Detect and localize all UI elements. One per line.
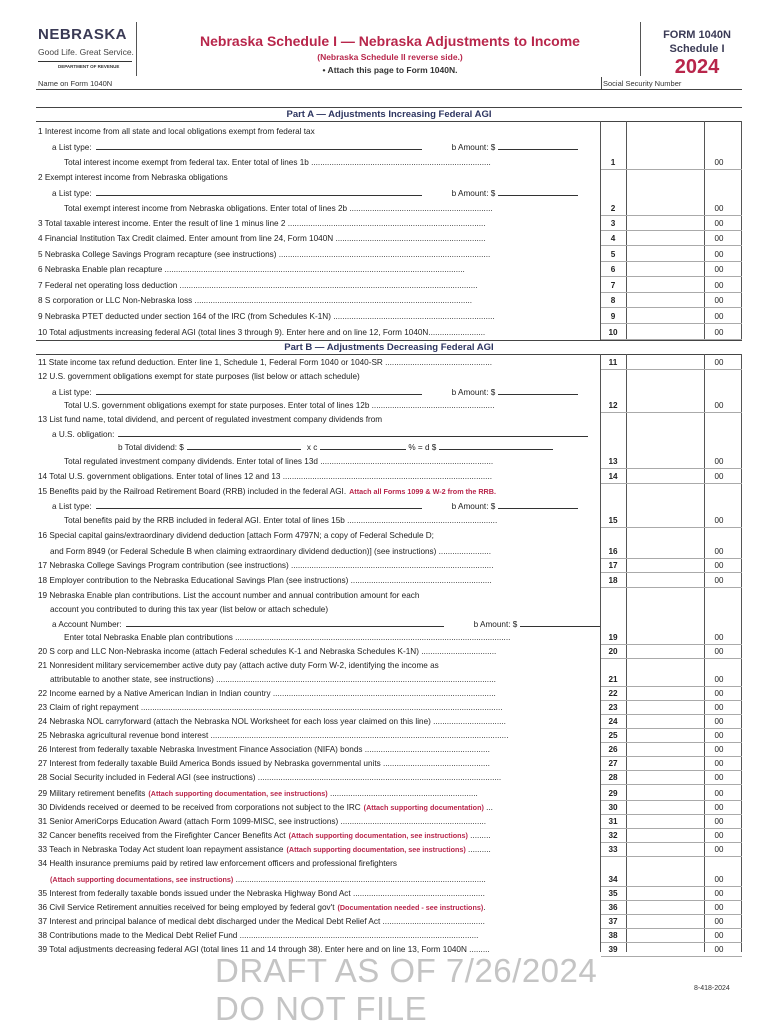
line-number: 23: [608, 703, 618, 712]
schedule-line-30: [38, 590, 596, 601]
line-number: 5: [610, 250, 616, 259]
line-text: Enter total Nebraska Enable plan contributions .........................................................................................................................: [64, 633, 511, 642]
line-number: 13: [608, 457, 618, 466]
schedule-line-43: [38, 772, 596, 783]
schedule-line-4: [38, 187, 610, 199]
line-text: attributable to another state, see instructions) ...........................................................................................................................: [50, 675, 496, 684]
draft-line-2: DO NOT FILE: [215, 990, 428, 1027]
line-number: 38: [608, 931, 618, 940]
schedule-line-16: [38, 386, 610, 398]
schedule-line-13: [38, 327, 596, 338]
line-number: 32: [608, 831, 618, 840]
line-1-amount-field[interactable]: [627, 155, 704, 168]
line-number: 10: [608, 328, 618, 337]
line-text: 38 Contributions made to the Medical Debt Relief Fund .........................................................................................................: [38, 931, 479, 940]
schedule-line-42: [38, 758, 596, 769]
schedule-line-32: [38, 618, 610, 630]
line-number: 35: [608, 889, 618, 898]
line-text: 24 Nebraska NOL carryforward (attach the Nebraska NOL Worksheet for each loss year claimed on this line) ................................: [38, 717, 506, 726]
form-code: 8-418-2024: [694, 985, 730, 992]
line-number: 11: [608, 358, 618, 367]
line-17-amount-field[interactable]: [627, 558, 704, 571]
form-subtitle: (Nebraska Schedule II reverse side.): [317, 52, 463, 62]
line-9-amount-field[interactable]: [627, 309, 704, 322]
line-number: 3: [610, 219, 616, 228]
list-type-field[interactable]: [96, 141, 422, 150]
line-text: 32 Cancer benefits received from the Firefighter Cancer Benefits Act: [38, 831, 286, 840]
leader-dots: .........: [467, 831, 491, 840]
row-divider: [601, 323, 742, 324]
line-text: 9 Nebraska PTET deducted under section 164 of the IRC (from Schedules K-1N) .......................................................................: [38, 312, 495, 321]
line-number: 29: [608, 789, 618, 798]
line-number: 8: [610, 296, 616, 305]
line-text: a List type:: [52, 143, 92, 152]
draft-watermark: [215, 952, 597, 1028]
cents-value: 00: [714, 917, 724, 926]
schedule-line-44: [38, 788, 596, 799]
row-divider: [601, 369, 742, 370]
line-35-amount-field[interactable]: [627, 886, 704, 899]
line-28-amount-field[interactable]: [627, 770, 704, 783]
cents-value: 00: [714, 234, 724, 243]
tax-year: 2024: [674, 56, 720, 78]
attachment-note: (Attach supporting documentation, see instructions): [286, 845, 466, 854]
list-type-field[interactable]: [126, 618, 444, 627]
schedule-line-14: [38, 357, 596, 368]
us-obligation-field[interactable]: [118, 428, 588, 437]
schedule-line-8: [38, 249, 596, 260]
row-divider: [601, 412, 742, 413]
line-text: 13 List fund name, total dividend, and percent of regulated investment company dividends from: [38, 415, 383, 424]
cents-value: 00: [714, 745, 724, 754]
line-26-amount-field[interactable]: [627, 742, 704, 755]
line-18-amount-field[interactable]: [627, 573, 704, 586]
row-divider: [601, 339, 742, 340]
line-30-amount-field[interactable]: [627, 800, 704, 813]
line-number: 14: [608, 472, 618, 481]
line-number: 39: [608, 945, 618, 954]
line-text: Total benefits paid by the RRB included in federal AGI. Enter total of lines 15b ..................................................................: [64, 516, 498, 525]
amount-label: b Amount: $: [451, 388, 496, 397]
schedule-line-6: [38, 218, 596, 229]
amount-label: b Amount: $: [451, 502, 496, 511]
percent-field[interactable]: [320, 441, 406, 450]
amount-field[interactable]: [520, 618, 600, 627]
cents-value: 00: [714, 759, 724, 768]
schedule-line-28: [38, 560, 596, 571]
line-number: 7: [610, 281, 616, 290]
cents-value: 00: [714, 789, 724, 798]
schedule-line-27: [38, 546, 608, 557]
schedule-text: Schedule I: [669, 43, 725, 55]
form-number: [642, 28, 752, 56]
line-text: 34 Health insurance premiums paid by retired law enforcement officers and professional firefighters: [38, 859, 397, 868]
amount-label: b Amount: $: [451, 143, 496, 152]
cents-value: 00: [714, 831, 724, 840]
line-number: 2: [610, 204, 616, 213]
line-8-amount-field[interactable]: [627, 293, 704, 306]
line-text: 20 S corp and LLC Non-Nebraska income (attach Federal schedules K-1 and Nebraska Schedules K-1N) .................................: [38, 647, 497, 656]
line-text: 3 Total taxable interest income. Enter the result of line 1 minus line 2 .......................................................................................: [38, 219, 486, 228]
cents-value: 00: [714, 358, 724, 367]
line-number: 28: [608, 773, 618, 782]
schedule-line-5: [38, 203, 622, 214]
leader-dots: ...: [483, 803, 493, 812]
line-text: 37 Interest and principal balance of medical debt discharged under the Medical Debt Relief Act .............................................: [38, 917, 485, 926]
line-text: a U.S. obligation:: [52, 430, 115, 439]
cents-value: 00: [714, 576, 724, 585]
line-text: 22 Income earned by a Native American Indian in Indian country ..................................................................................................: [38, 689, 496, 698]
list-type-field[interactable]: [96, 500, 422, 509]
cents-value: 00: [714, 204, 724, 213]
name-field[interactable]: [36, 89, 742, 90]
line-text: 31 Senior AmeriCorps Education Award (attach Form 1099-MISC, see instructions) ................................................................: [38, 817, 487, 826]
line-text: 29 Military retirement benefits: [38, 789, 146, 798]
row-divider: [601, 245, 742, 246]
logo-tagline: Good Life. Great Service.: [38, 47, 134, 57]
line-text: 10 Total adjustments increasing federal AGI (total lines 3 through 9). Enter here and on line 12, Form 1040N.........................: [38, 328, 486, 337]
schedule-line-18: [38, 414, 596, 425]
schedule-line-37: [38, 688, 596, 699]
logo-department: DEPARTMENT OF REVENUE: [58, 64, 120, 69]
line-text: b Total dividend: $: [118, 443, 184, 452]
line-text: 25 Nebraska agricultural revenue bond interest ...................................................................................................................................: [38, 731, 509, 740]
leader-dots: ..........: [465, 845, 491, 854]
schedule-line-36: [38, 674, 608, 685]
line-32-amount-field[interactable]: [627, 828, 704, 841]
line-25-amount-field[interactable]: [627, 728, 704, 741]
schedule-line-50: [38, 874, 608, 885]
result-field[interactable]: [439, 441, 553, 450]
line-31-amount-field[interactable]: [627, 814, 704, 827]
cents-value: 00: [714, 312, 724, 321]
line-23-amount-field[interactable]: [627, 700, 704, 713]
cents-column-right-b: [741, 354, 742, 952]
cents-value: 00: [714, 265, 724, 274]
line-text: 28 Social Security included in Federal AGI (see instructions) ...........................................................................................................: [38, 773, 502, 782]
schedule-line-21: [38, 456, 622, 467]
row-divider: [601, 587, 742, 588]
schedule-line-35: [38, 660, 596, 671]
cents-value: 00: [714, 903, 724, 912]
line-number: 9: [610, 312, 616, 321]
schedule-line-47: [38, 830, 596, 841]
cents-value: 00: [714, 717, 724, 726]
line-37-amount-field[interactable]: [627, 914, 704, 927]
schedule-line-19: [38, 428, 610, 440]
line-text: a List type:: [52, 502, 92, 511]
attachment-note: (Attach supporting documentations, see instructions): [50, 875, 234, 884]
cents-value: 00: [714, 547, 724, 556]
line-text: 1 Interest income from all state and local obligations exempt from federal tax: [38, 127, 315, 136]
cents-value: 00: [714, 296, 724, 305]
line-27-amount-field[interactable]: [627, 756, 704, 769]
nebraska-logo: NEBRASKA: [38, 26, 128, 43]
line-number: 6: [610, 265, 616, 274]
line-text: and Form 8949 (or Federal Schedule B when claiming extraordinary dividend deduction)] (see instructions) .......................: [50, 547, 491, 556]
line-number: 33: [608, 845, 618, 854]
cents-value: 00: [714, 773, 724, 782]
line-text: 23 Claim of right repayment ...............................................................................................................................................................: [38, 703, 503, 712]
cents-value: 00: [714, 803, 724, 812]
line-6-amount-field[interactable]: [627, 262, 704, 275]
schedule-line-38: [38, 702, 596, 713]
schedule-line-49: [38, 858, 596, 869]
line-text: 12 U.S. government obligations exempt for state purposes (list below or attach schedule): [38, 372, 360, 381]
schedule-line-3: [38, 172, 596, 183]
line-number: 17: [608, 561, 618, 570]
cents-value: 00: [714, 457, 724, 466]
line-number: 18: [608, 576, 618, 585]
schedule-line-52: [38, 902, 596, 913]
schedule-line-2: [38, 157, 622, 168]
line-number: 31: [608, 817, 618, 826]
line-3-amount-field[interactable]: [627, 216, 704, 229]
line-text: 30 Dividends received or deemed to be received from corporations not subject to the IRC: [38, 803, 361, 812]
name-field-label: Name on Form 1040N: [38, 79, 113, 88]
line-2-amount-field[interactable]: [627, 201, 704, 214]
line-24-amount-field[interactable]: [627, 714, 704, 727]
line-text: 21 Nonresident military servicemember active duty pay (attach active duty Form W-2, identifying the income as: [38, 661, 439, 670]
schedule-line-23: [38, 486, 596, 497]
cents-value: 00: [714, 845, 724, 854]
leader-dots: ..............................................................................................................: [233, 875, 486, 884]
cents-value: 00: [714, 561, 724, 570]
row-divider: [601, 307, 742, 308]
schedule-line-9: [38, 264, 596, 275]
line-text: 27 Interest from federally taxable Build America Bonds issued by Nebraska governmental units ...............................................: [38, 759, 490, 768]
schedule-line-33: [38, 632, 622, 643]
cents-value: 00: [714, 675, 724, 684]
line-number: 37: [608, 917, 618, 926]
schedule-line-15: [38, 371, 596, 382]
line-text: 36 Civil Service Retirement annuities received for being employed by federal gov't: [38, 903, 335, 912]
line-text: a List type:: [52, 189, 92, 198]
line-36-amount-field[interactable]: [627, 900, 704, 913]
row-divider: [601, 956, 742, 957]
attach-note: • Attach this page to Form 1040N.: [322, 65, 458, 75]
line-10-amount-field[interactable]: [627, 325, 704, 338]
schedule-line-41: [38, 744, 596, 755]
line-text: 8 S corporation or LLC Non-Nebraska loss ..........................................................................................................................: [38, 296, 473, 305]
schedule-line-29: [38, 575, 596, 586]
attachment-note: (Attach supporting documentation, see instructions): [148, 789, 328, 798]
cents-value: 00: [714, 689, 724, 698]
cents-value: 00: [714, 889, 724, 898]
line-22-amount-field[interactable]: [627, 686, 704, 699]
header-divider-right: [640, 22, 641, 76]
cents-value: 00: [714, 516, 724, 525]
leader-dots: .................................................................: [327, 789, 478, 798]
schedule-line-53: [38, 916, 596, 927]
list-type-field[interactable]: [96, 187, 422, 196]
schedule-line-1: [38, 141, 610, 153]
line-text: 11 State income tax refund deduction. Enter line 1, Schedule 1, Federal Form 1040 or 1040-SR ...............................................: [38, 358, 493, 367]
line-number: 1: [610, 158, 616, 167]
line-text: 7 Federal net operating loss deduction ...................................................................................................................................: [38, 281, 478, 290]
line-33-amount-field[interactable]: [627, 842, 704, 855]
cents-value: 00: [714, 817, 724, 826]
line-text: 2 Exempt interest income from Nebraska obligations: [38, 173, 228, 182]
row-divider: [601, 483, 742, 484]
row-divider: [601, 527, 742, 528]
cents-value: 00: [714, 281, 724, 290]
attachment-note: (Attach supporting documentation, see instructions): [288, 831, 468, 840]
line-text: Total interest income exempt from federal tax. Enter total of lines 1b ...............................................................................: [64, 158, 491, 167]
line-number: 16: [608, 547, 618, 556]
line-text: account you contributed to during this tax year (list below or attach schedule): [50, 605, 329, 614]
cents-value: 00: [714, 472, 724, 481]
row-divider: [601, 658, 742, 659]
line-text: 5 Nebraska College Savings Program recapture (see instructions) .............................................................................................: [38, 250, 491, 259]
line-13-amount-field[interactable]: [627, 454, 704, 467]
line-20-amount-field[interactable]: [627, 644, 704, 657]
line-39-amount-field[interactable]: [627, 942, 704, 955]
cents-value: 00: [714, 250, 724, 259]
cents-value: 00: [714, 875, 724, 884]
schedule-line-26: [38, 530, 596, 541]
line-14-amount-field[interactable]: [627, 469, 704, 482]
cents-value: 00: [714, 703, 724, 712]
line-text: Total regulated investment company dividends. Enter total of lines 13d ............................................................................: [64, 457, 494, 466]
line-number: 20: [608, 647, 618, 656]
row-divider: [601, 784, 742, 785]
schedule-line-45: [38, 802, 596, 813]
form-number-text: FORM 1040N: [663, 29, 731, 41]
line-number: 4: [610, 234, 616, 243]
line-number: 22: [608, 689, 618, 698]
line-29-amount-field[interactable]: [627, 786, 704, 799]
line-11-amount-field[interactable]: [627, 355, 704, 368]
cents-value: 00: [714, 931, 724, 940]
line-number: 19: [608, 633, 618, 642]
cents-value: 00: [714, 647, 724, 656]
schedule-line-20: [38, 441, 676, 453]
cents-value: 00: [714, 945, 724, 954]
cents-value: 00: [714, 401, 724, 410]
schedule-line-12: [38, 311, 596, 322]
ssn-field-label: Social Security Number: [603, 79, 682, 88]
schedule-line-40: [38, 730, 596, 741]
percent-label: x c: [306, 443, 318, 452]
line-text: 33 Teach in Nebraska Today Act student loan repayment assistance: [38, 845, 284, 854]
schedule-line-10: [38, 280, 596, 291]
line-text: Total U.S. government obligations exempt for state purposes. Enter total of lines 12b ......................................................: [64, 401, 495, 410]
line-text: a Account Number:: [52, 620, 122, 629]
schedule-line-51: [38, 888, 596, 899]
amount-label: b Amount: $: [451, 189, 496, 198]
line-16-amount-field[interactable]: [627, 544, 704, 557]
line-text: 16 Special capital gains/extraordinary dividend deduction [attach Form 4797N; a copy of Federal Schedule D;: [38, 531, 434, 540]
attachment-note: (Attach supporting documentation): [363, 803, 484, 812]
schedule-line-39: [38, 716, 596, 727]
line-19-amount-field[interactable]: [627, 630, 704, 643]
line-number: 25: [608, 731, 618, 740]
amount-field[interactable]: [498, 500, 578, 509]
schedule-line-34: [38, 646, 596, 657]
schedule-line-11: [38, 295, 596, 306]
total-dividend-field[interactable]: [187, 441, 301, 450]
line-text: Total exempt interest income from Nebraska obligations. Enter total of lines 2b ...............................................................: [64, 204, 493, 213]
line-4-amount-field[interactable]: [627, 231, 704, 244]
schedule-line-31: [38, 604, 608, 615]
line-number: 30: [608, 803, 618, 812]
attachment-note: Attach all Forms 1099 & W-2 from the RRB.: [349, 487, 496, 496]
line-21-amount-field[interactable]: [627, 672, 704, 685]
cents-value: 00: [714, 328, 724, 337]
schedule-line-7: [38, 233, 596, 244]
line-7-amount-field[interactable]: [627, 278, 704, 291]
amount-field[interactable]: [498, 386, 578, 395]
line-text: 15 Benefits paid by the Railroad Retirement Board (RRB) included in the federal AGI.: [38, 487, 347, 496]
line-number: 34: [608, 875, 618, 884]
part-a-header: Part A — Adjustments Increasing Federal AGI: [36, 107, 742, 122]
line-number: 27: [608, 759, 618, 768]
cents-value: 00: [714, 219, 724, 228]
leader-dots: .: [483, 903, 486, 912]
amount-label: b Amount: $: [473, 620, 518, 629]
line-number: 12: [608, 401, 618, 410]
logo-divider: [38, 61, 132, 62]
attachment-note: (Documentation needed - see instructions): [337, 903, 484, 912]
schedule-line-48: [38, 844, 596, 855]
line-number: 26: [608, 745, 618, 754]
cents-value: 00: [714, 731, 724, 740]
schedule-line-25: [38, 515, 622, 526]
line-text: 17 Nebraska College Savings Program contribution (see instructions) .........................................................................................: [38, 561, 494, 570]
part-b-header: Part B — Adjustments Decreasing Federal AGI: [36, 340, 742, 355]
line-12-amount-field[interactable]: [627, 398, 704, 411]
line-text: 35 Interest from federally taxable bonds issued under the Nebraska Highway Bond Act ..........................................................: [38, 889, 485, 898]
line-text: a List type:: [52, 388, 92, 397]
line-text: 19 Nebraska Enable plan contributions. List the account number and annual contribution amount for each: [38, 591, 420, 600]
line-5-amount-field[interactable]: [627, 247, 704, 260]
line-number: 21: [608, 675, 618, 684]
line-text: 26 Interest from federally taxable Nebraska Investment Finance Association (NIFA) bonds .......................................................: [38, 745, 490, 754]
line-text: 39 Total adjustments decreasing federal AGI (total lines 11 and 14 through 38). Enter here and on line 13, Form 1040N .........: [38, 945, 490, 954]
line-15-amount-field[interactable]: [627, 513, 704, 526]
line-text: 6 Nebraska Enable plan recapture ....................................................................................................................................: [38, 265, 465, 274]
amount-field[interactable]: [498, 187, 578, 196]
row-divider: [601, 276, 742, 277]
schedule-line-17: [38, 400, 622, 411]
cents-value: 00: [714, 158, 724, 167]
line-number: 24: [608, 717, 618, 726]
header-divider-left: [136, 22, 137, 76]
line-number: 15: [608, 516, 618, 525]
line-number: 36: [608, 903, 618, 912]
list-type-field[interactable]: [96, 386, 422, 395]
amount-field[interactable]: [498, 141, 578, 150]
line-text: 4 Financial Institution Tax Credit claimed. Enter amount from line 24, Form 1040N ..................................................................: [38, 234, 486, 243]
line-34-amount-field[interactable]: [627, 872, 704, 885]
line-text: 18 Employer contribution to the Nebraska Educational Savings Plan (see instructions) ..............................................................: [38, 576, 492, 585]
schedule-line-22: [38, 471, 596, 482]
cents-value: 00: [714, 633, 724, 642]
schedule-line-54: [38, 930, 596, 941]
result-label: % = d $: [408, 443, 437, 452]
row-divider: [601, 169, 742, 170]
draft-line-1: DRAFT AS OF 7/26/2024: [215, 952, 598, 989]
schedule-line-46: [38, 816, 596, 827]
schedule-line-24: [38, 500, 610, 512]
form-title: Nebraska Schedule I — Nebraska Adjustments to Income: [200, 33, 580, 49]
schedule-line-0: [38, 126, 596, 137]
line-text: 14 Total U.S. government obligations. Enter total of lines 12 and 13 ............................................................................................: [38, 472, 492, 481]
line-38-amount-field[interactable]: [627, 928, 704, 941]
row-divider: [601, 856, 742, 857]
